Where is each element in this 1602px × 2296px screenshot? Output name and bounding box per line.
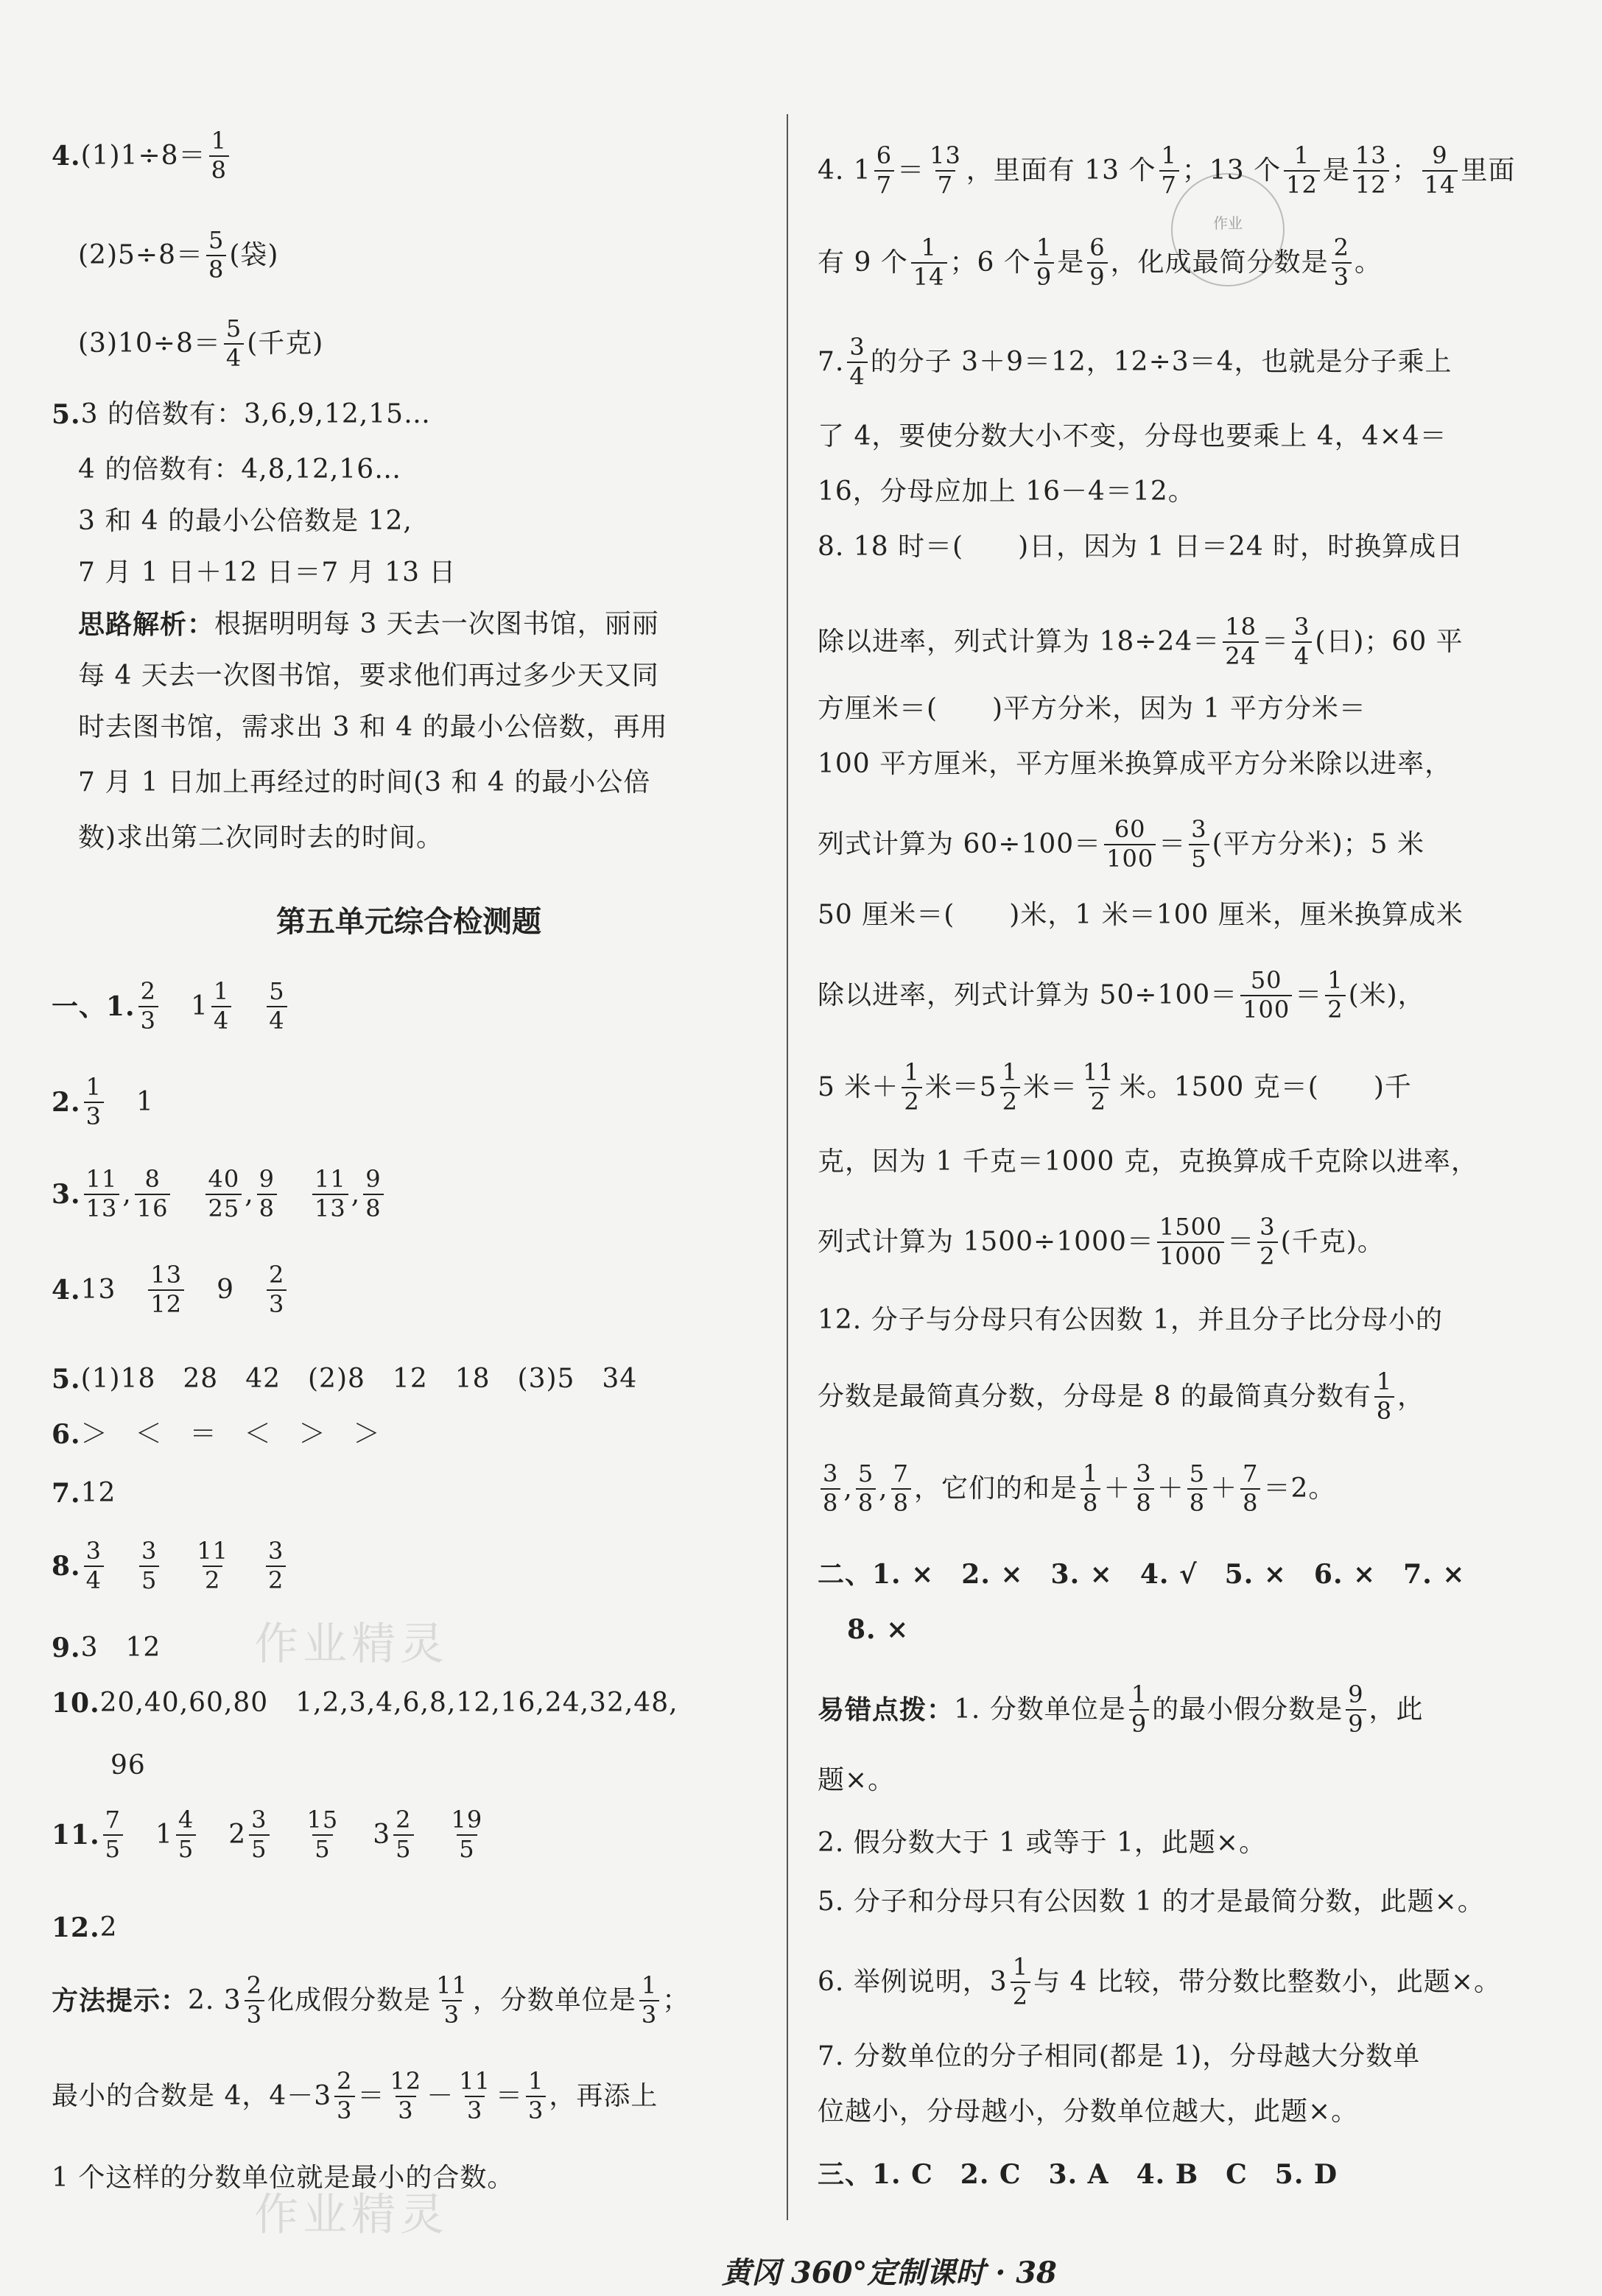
answer-line: 有 9 个 1 14 ；6 个 1 9 是 6 9 ，化成最简分数是 2 3 。	[818, 233, 1382, 291]
answer-line: 克，因为 1 千克＝1000 克，克换算成千克除以进率，	[818, 1147, 1478, 1177]
answer-line: 100 平方厘米，平方厘米换算成平方分米除以进率，	[818, 749, 1452, 779]
column-divider	[787, 114, 788, 2220]
answer-line: 3. 11 13 , 8 16 40 25 , 9 8 11 13 , 9 8	[52, 1167, 387, 1221]
answer-line: 一、1. 2 3 1 1 4 5 4	[52, 979, 290, 1033]
answer-line: 12. 2	[52, 1912, 118, 1943]
answer-line: 除以进率，列式计算为 50÷100＝ 50 100 ＝ 1 2 (米)，	[818, 966, 1425, 1024]
answer-line: 3 和 4 的最小公倍数是 12,	[78, 506, 412, 536]
answer-line: 8. 3 4 3 5 11 2 3 2	[52, 1539, 289, 1593]
answer-line: 5. (1)18 28 42 (2)8 12 18 (3)5 34	[52, 1364, 638, 1395]
section-title: 第五单元综合检测题	[276, 905, 541, 939]
answer-line: 2. 假分数大于 1 或等于 1，此题×。	[818, 1828, 1267, 1858]
answer-line: 7 月 1 日＋12 日＝7 月 13 日	[78, 557, 457, 588]
answer-line: 2. 1 3 1	[52, 1073, 154, 1130]
answer-line: 7. 3 4 的分子 3＋9＝12，12÷3＝4，也就是分子乘上	[818, 333, 1452, 390]
answer-line: 位越小，分母越小，分数单位越大，此题×。	[818, 2096, 1359, 2127]
answer-line: 方厘米＝( )平方分米，因为 1 平方分米＝	[818, 694, 1366, 724]
answer-line: 三、1. C 2. C 3. A 4. B C 5. D	[818, 2159, 1338, 2190]
stamp-text: 作业	[1213, 214, 1243, 232]
answer-line: 11. 7 5 1 4 5 2 3 5 15 5 3 2 5 19 5	[52, 1806, 483, 1863]
answer-line: 时去图书馆，需求出 3 和 4 的最小公倍数，再用	[78, 712, 668, 742]
answer-line: 10. 20,40,60,80 1,2,3,4,6,8,12,16,24,32,48,	[52, 1688, 678, 1719]
answer-line: 50 厘米＝( )米，1 米＝100 厘米，厘米换算成米	[818, 900, 1464, 930]
answer-line: (2)5÷8＝ 5 8 (袋)	[78, 226, 279, 284]
answer-line: 分数是最简真分数，分母是 8 的最简真分数有 1 8 ，	[818, 1367, 1425, 1425]
answer-line: 最小的合数是 4，4－3 2 3 ＝ 12 3 － 11 3 ＝ 1 3 ，再添上	[52, 2067, 658, 2124]
answer-line: 8. 18 时＝( )日，因为 1 日＝24 时，时换算成日	[818, 532, 1464, 562]
answer-line: 列式计算为 60÷100＝ 60 100 ＝ 3 5 (平方分米)；5 米	[818, 815, 1425, 873]
answer-line: 7. 12	[52, 1478, 116, 1509]
answer-line: 除以进率，列式计算为 18÷24＝ 18 24 ＝ 3 4 (日)；60 平	[818, 613, 1464, 670]
answer-line: 7 月 1 日加上再经过的时间(3 和 4 的最小公倍	[78, 767, 651, 797]
answer-line: 6. 举例说明，3 1 2 与 4 比较，带分数比整数小，此题×。	[818, 1953, 1502, 2010]
answer-line: 3 8 , 5 8 , 7 8 ，它们的和是 1 8 ＋ 3 8 ＋ 5 8 ＋ 7 8 ＝2。	[818, 1462, 1335, 1515]
answer-line: 4. 1 6 7 ＝ 13 7 ，里面有 13 个 1 7 ；13 个 1 12 是 13 12 ； 9 14 里面	[818, 141, 1516, 199]
answer-line: (3)10÷8＝ 5 4 (千克)	[78, 314, 324, 372]
answer-line: 二、1. × 2. × 3. × 4. √ 5. × 6. × 7. ×	[818, 1559, 1466, 1590]
watermark: 作业精灵	[254, 1619, 449, 1670]
answer-line: 数)求出第二次同时去的时间。	[78, 823, 444, 853]
answer-line: 9. 3 12	[52, 1633, 161, 1663]
answer-line: 思路解析： 根据明明每 3 天去一次图书馆，丽丽	[78, 609, 659, 640]
answer-line: 96	[110, 1750, 146, 1781]
answer-line: 16，分母应加上 16－4＝12。	[818, 476, 1195, 507]
page-footer: 黄冈 360°定制课时 · 38	[722, 2255, 1057, 2290]
answer-line: 4. (1)1÷8＝ 1 8	[52, 129, 232, 183]
answer-line: 1 个这样的分数单位就是最小的合数。	[52, 2163, 515, 2193]
answer-line: 8. ×	[847, 1614, 910, 1645]
answer-line: 12. 分子与分母只有公因数 1，并且分子比分母小的	[818, 1305, 1444, 1335]
answer-line: 易错点拨： 1. 分数单位是 1 9 的最小假分数是 9 9 ，此	[818, 1680, 1424, 1738]
answer-line: 5. 3 的倍数有：3,6,9,12,15…	[52, 399, 432, 430]
answer-line: 5 米＋ 1 2 米＝5 1 2 米＝ 11 2 米。1500 克＝( )千	[818, 1058, 1412, 1116]
answer-line: 5. 分子和分母只有公因数 1 的才是最简分数，此题×。	[818, 1887, 1485, 1917]
answer-line: 4 的倍数有：4,8,12,16…	[78, 454, 402, 485]
answer-line: 列式计算为 1500÷1000＝ 1500 1000 ＝ 3 2 (千克)。	[818, 1213, 1385, 1270]
answer-line: 方法提示： 2. 3 2 3 化成假分数是 11 3 ，分数单位是 1 3 ；	[52, 1971, 690, 2029]
answer-line: 6. ＞ ＜ ＝ ＜ ＞ ＞	[52, 1419, 381, 1450]
answer-line: 题×。	[818, 1765, 896, 1795]
answer-line: 了 4，要使分数大小不变，分母也要乘上 4，4×4＝	[818, 421, 1447, 451]
answer-line: 7. 分数单位的分子相同(都是 1)，分母越大分数单	[818, 2041, 1421, 2071]
answer-line: 每 4 天去一次图书馆，要求他们再过多少天又同	[78, 661, 659, 691]
answer-line: 4. 13 13 12 9 2 3	[52, 1263, 289, 1317]
watermark: 作业精灵	[254, 2189, 449, 2241]
